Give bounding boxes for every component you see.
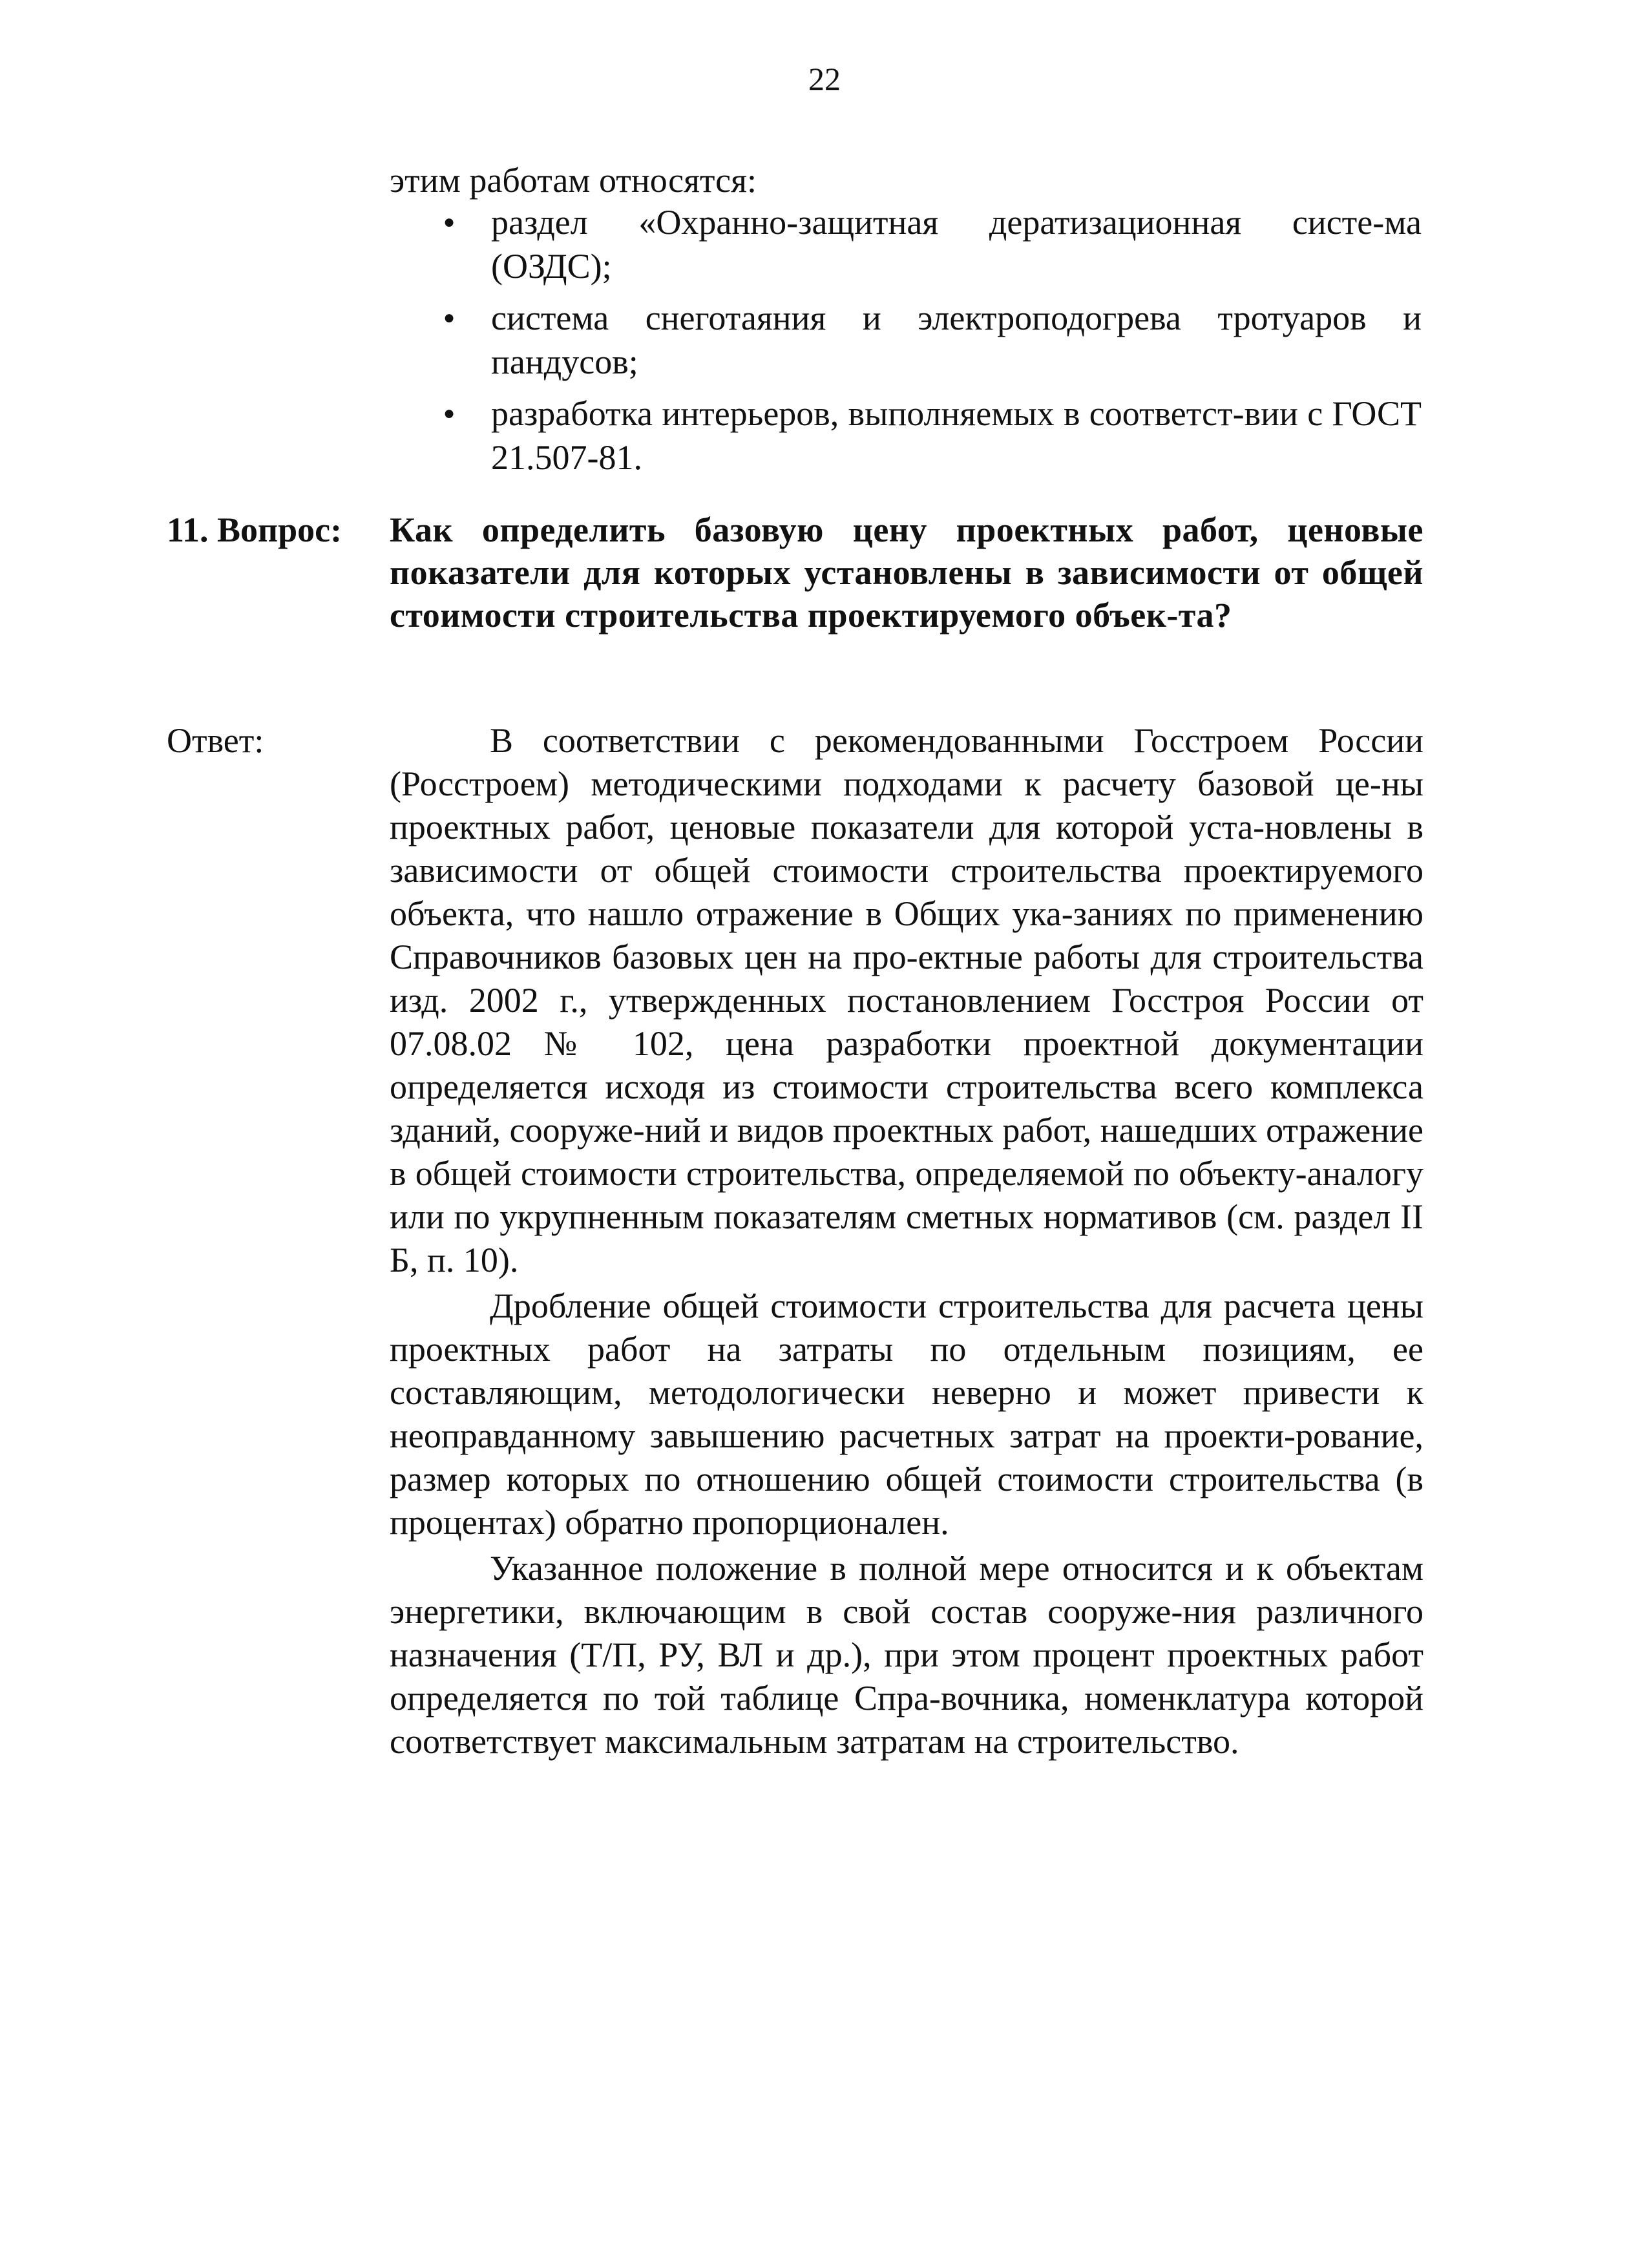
answer-paragraph: В соответствии с рекомендованными Госстроем России (Росстроем) методическими подходами к расчету базовой це-ны проектных работ, ценовые показатели для которой уста-новлены в зависимости от общей стоимости строительства проектируемого объекта, что нашло отражение в Общих ука-заниях по применению Справочников базовых цен на про-ектные работы для строительства изд. 2002 г., утвержденных постановлением Госстроя России от 07.08.02 № 102, цена разработки проектной документации определяется исходя из стоимости строительства всего комплекса зданий, сооруже-ний и видов проектных работ, нашедших отражение в общей стоимости строительства, определяемой по объекту-аналогу или по укрупненным показателям сметных нормативов (см. раздел II Б, п. 10). xyxy=(390,721,1423,1279)
question-label: 11. Вопрос: xyxy=(167,510,342,549)
list-item: ● система снеготаяния и электроподогрева тротуаров и пандусов; xyxy=(491,296,1422,384)
page-number: 22 xyxy=(808,61,841,97)
intro-line: этим работам относятся: xyxy=(390,161,757,200)
answer-label: Ответ: xyxy=(167,721,264,760)
answer-body xyxy=(390,719,1423,1766)
answer-paragraph: Указанное положение в полной мере относится и к объектам энергетики, включающим в свой состав сооруже-ния различного назначения (Т/П, РУ, ВЛ и др.), при этом процент проектных работ определяется по той таблице Спра-вочника, номенклатура которой соответствует максимальным затратам на строительство. xyxy=(390,1549,1423,1761)
list-item: ● раздел «Охранно-защитная дератизационная систе-ма (ОЗДС); xyxy=(491,200,1422,288)
answer-paragraph: Дробление общей стоимости строительства для расчета цены проектных работ на затраты по отдельным позициям, ее составляющим, методологически неверно и может привести к неоправданному завышению расчетных затрат на проекти-рование, размер которых по отношению общей стоимости строительства (в процентах) обратно пропорционален. xyxy=(390,1286,1423,1542)
question-text: Как определить базовую цену проектных работ, ценовые показатели для которых установлены в зависимости от общей стоимости строительства проектируемого объек-та? xyxy=(390,510,1423,635)
bullet-list xyxy=(491,200,1422,487)
list-item: ● разработка интерьеров, выполняемых в соответст-вии с ГОСТ 21.507-81. xyxy=(491,392,1422,479)
